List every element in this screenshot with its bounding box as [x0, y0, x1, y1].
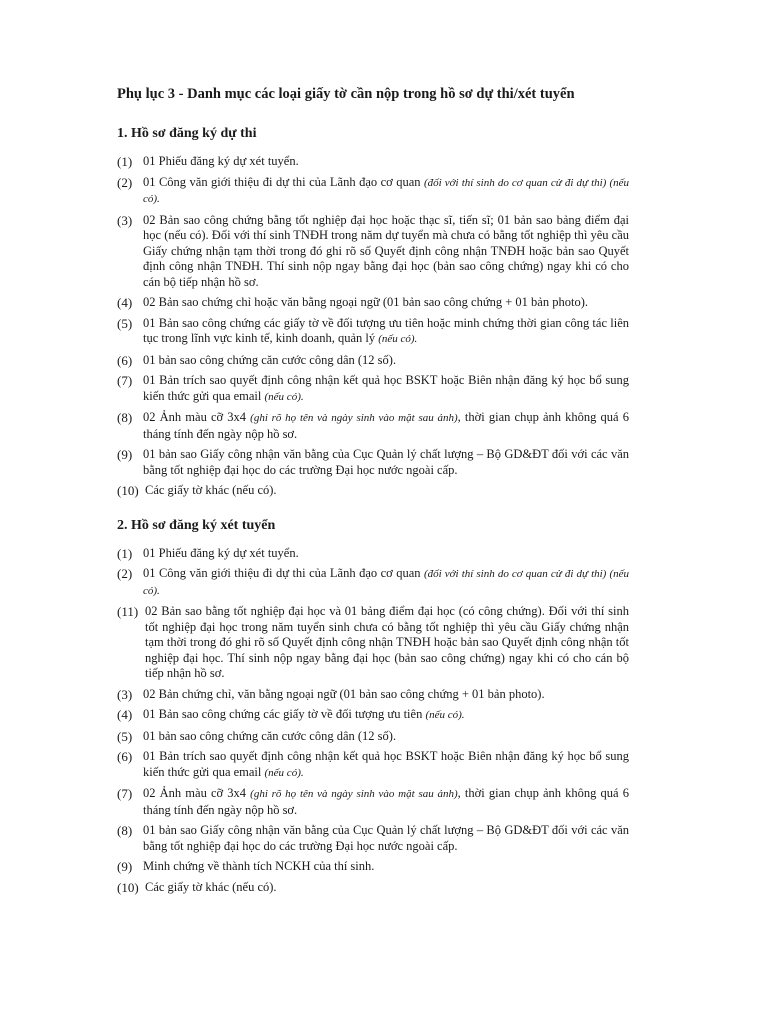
- item-number: (1): [117, 154, 133, 169]
- item-number: (8): [117, 410, 133, 425]
- item-note: (nếu có).: [264, 390, 304, 403]
- list-item: [117, 729, 629, 745]
- item-number: (3): [117, 686, 133, 702]
- item-text: [143, 213, 629, 291]
- item-number: (5): [117, 315, 133, 331]
- item-trailing-text: , thời gian chụp ảnh không quá 6 tháng tính đến ngày nộp hồ sơ.: [143, 410, 629, 441]
- item-main-text: 02 Bản sao chứng chỉ hoặc văn bằng ngoại ngữ (01 bản sao công chứng + 01 bản photo).: [143, 295, 588, 309]
- item-main-text: Các giấy tờ khác (nếu có).: [145, 879, 277, 894]
- item-note: (nếu có).: [264, 766, 304, 779]
- item-text: [143, 316, 629, 348]
- list-item: [117, 566, 629, 599]
- item-main-text: 01 bản sao Giấy công nhận văn bằng của Cục Quản lý chất lượng – Bộ GD&ĐT đối với các văn bằng tốt nghiệp đại học do các trường Đại học nước ngoài cấp.: [143, 823, 629, 853]
- list-item: [117, 880, 629, 896]
- item-text: [143, 786, 629, 818]
- item-note: (ghi rõ họ tên và ngày sinh vào mặt sau ảnh): [250, 412, 458, 424]
- item-main-text: 01 bản sao Giấy công nhận văn bằng của Cục Quản lý chất lượng – Bộ GD&ĐT đối với các văn bằng tốt nghiệp đại học do các trường Đại học nước ngoài cấp.: [143, 447, 629, 477]
- item-number: (1): [117, 545, 133, 561]
- item-main-text: 01 Bản trích sao quyết định công nhận kết quả học BSKT hoặc Biên nhận đăng ký học bổ sung kiến thức gửi qua email: [143, 373, 629, 403]
- document-title: Phụ lục 3 - Danh mục các loại giấy tờ cần nộp trong hồ sơ dự thi/xét tuyển: [117, 86, 575, 102]
- item-text: [143, 295, 629, 311]
- item-main-text: 02 Bản sao công chứng bằng tốt nghiệp đại học hoặc thạc sĩ, tiến sĩ; 01 bản sao bảng điểm đại học (nếu có). Đối với thí sinh TNĐH trong năm dự tuyển mà chưa có bằng tốt nghiệp thì yêu cầu Giấy chứng nhận tạm thời trong đó ghi rõ số Quyết định công nhận TNĐH hoặc bản sao Quyết định công nhận TNĐH. Thí sinh nộp ngay bằng đại học (bản sao công chứng) ngay khi có cho cán bộ tiếp nhận hồ sơ.: [143, 212, 629, 289]
- item-main-text: Minh chứng về thành tích NCKH của thí sinh.: [143, 859, 375, 873]
- item-number: (10): [117, 879, 139, 895]
- list-item: [117, 749, 629, 781]
- item-number: (4): [117, 707, 133, 722]
- item-text: [143, 353, 629, 369]
- item-main-text: 01 Công văn giới thiệu đi dự thi của Lãnh đạo cơ quan: [143, 174, 424, 189]
- item-main-text: 01 bản sao công chứng căn cước công dân (12 số).: [143, 352, 397, 367]
- item-text: [143, 729, 629, 745]
- item-note: (ghi rõ họ tên và ngày sinh vào mặt sau ảnh): [250, 788, 458, 800]
- item-text: [143, 749, 629, 781]
- item-number: (2): [117, 174, 133, 190]
- item-number: (11): [117, 604, 139, 619]
- item-number: (7): [117, 373, 133, 388]
- admission-documents-list: [117, 546, 629, 896]
- list-item: [117, 295, 629, 311]
- item-text: [143, 566, 629, 599]
- list-item: [117, 373, 629, 405]
- list-item: [117, 213, 629, 291]
- document-page: [117, 84, 629, 900]
- item-note: (nếu có).: [378, 333, 418, 345]
- list-item: [117, 604, 629, 682]
- section-heading-exam: 1. Hồ sơ đăng ký dự thi: [117, 126, 257, 141]
- item-main-text: 01 bản sao công chứng căn cước công dân (12 số).: [143, 728, 397, 743]
- item-number: (5): [117, 728, 133, 744]
- list-item: [117, 707, 629, 724]
- item-number: (7): [117, 786, 133, 801]
- item-main-text: 02 Ảnh màu cỡ 3x4: [143, 410, 251, 424]
- item-text: [143, 175, 629, 208]
- item-number: (10): [117, 483, 139, 498]
- item-main-text: 01 Bản sao công chứng các giấy tờ về đối tượng ưu tiên: [143, 707, 426, 721]
- item-main-text: 01 Phiếu đăng ký dự xét tuyển.: [143, 545, 299, 560]
- item-number: (6): [117, 749, 133, 764]
- item-number: (2): [117, 566, 133, 581]
- item-note: (nếu có).: [425, 709, 465, 721]
- item-number: (3): [117, 212, 133, 228]
- item-text: [143, 410, 629, 442]
- list-item: [117, 175, 629, 208]
- item-number: (4): [117, 295, 133, 310]
- exam-documents-list: [117, 154, 629, 499]
- item-main-text: 02 Ảnh màu cỡ 3x4: [143, 786, 251, 800]
- item-text: [143, 823, 629, 854]
- item-text: [143, 707, 629, 724]
- list-item: [117, 353, 629, 369]
- item-main-text: 01 Công văn giới thiệu đi dự thi của Lãnh đạo cơ quan: [143, 566, 424, 580]
- item-text: [143, 687, 629, 703]
- item-text: [143, 154, 629, 170]
- item-main-text: 01 Bản trích sao quyết định công nhận kết quả học BSKT hoặc Biên nhận đăng ký học bổ sung kiến thức gửi qua email: [143, 749, 629, 779]
- item-text: [143, 373, 629, 405]
- item-number: (6): [117, 352, 133, 368]
- list-item: [117, 687, 629, 703]
- list-item: [117, 546, 629, 562]
- item-text: [145, 483, 629, 499]
- list-item: [117, 859, 629, 875]
- item-number: (9): [117, 859, 133, 874]
- item-note: (đối với thí sinh do cơ quan cử đi dự thi) (nếu có).: [143, 176, 629, 205]
- list-item: [117, 483, 629, 499]
- item-main-text: 01 Phiếu đăng ký dự xét tuyển.: [143, 154, 299, 168]
- list-item: [117, 447, 629, 478]
- item-note: (đối với thí sinh do cơ quan cử đi dự thi) (nếu có).: [143, 568, 629, 597]
- item-text: [145, 604, 629, 682]
- item-main-text: 02 Bản chứng chỉ, văn bằng ngoại ngữ (01 bản sao công chứng + 01 bản photo).: [143, 686, 545, 701]
- list-item: [117, 410, 629, 442]
- list-item: [117, 154, 629, 170]
- item-main-text: 02 Bản sao bằng tốt nghiệp đại học và 01 bảng điểm đại học (có công chứng). Đối với thí sinh tốt nghiệp đại học trong năm tuyển sinh chưa có bằng tốt nghiệp thì yêu cầu Giấy chứng nhận tạm thời trong đó ghi rõ số Quyết định công nhận TNĐH hoặc bản sao Quyết định công nhận tốt nghiệp đại học. Thí sinh nộp ngay bằng đại học (bản sao công chứng) ngay khi có cho cán bộ tiếp nhận hồ sơ.: [145, 604, 629, 680]
- list-item: [117, 316, 629, 348]
- item-text: [143, 447, 629, 478]
- item-main-text: 01 Bản sao công chứng các giấy tờ về đối tượng ưu tiên hoặc minh chứng thời gian công tác liên tục trong lĩnh vực kinh tế, kinh doanh, quản lý: [143, 315, 629, 345]
- list-item: [117, 823, 629, 854]
- list-item: [117, 786, 629, 818]
- section-heading-admission: 2. Hồ sơ đăng ký xét tuyển: [117, 517, 276, 533]
- item-main-text: Các giấy tờ khác (nếu có).: [145, 483, 277, 497]
- item-text: [145, 880, 629, 896]
- item-number: (8): [117, 823, 133, 838]
- item-text: [143, 546, 629, 562]
- item-text: [143, 859, 629, 875]
- item-number: (9): [117, 447, 133, 462]
- item-trailing-text: , thời gian chụp ảnh không quá 6 tháng tính đến ngày nộp hồ sơ.: [143, 786, 629, 817]
